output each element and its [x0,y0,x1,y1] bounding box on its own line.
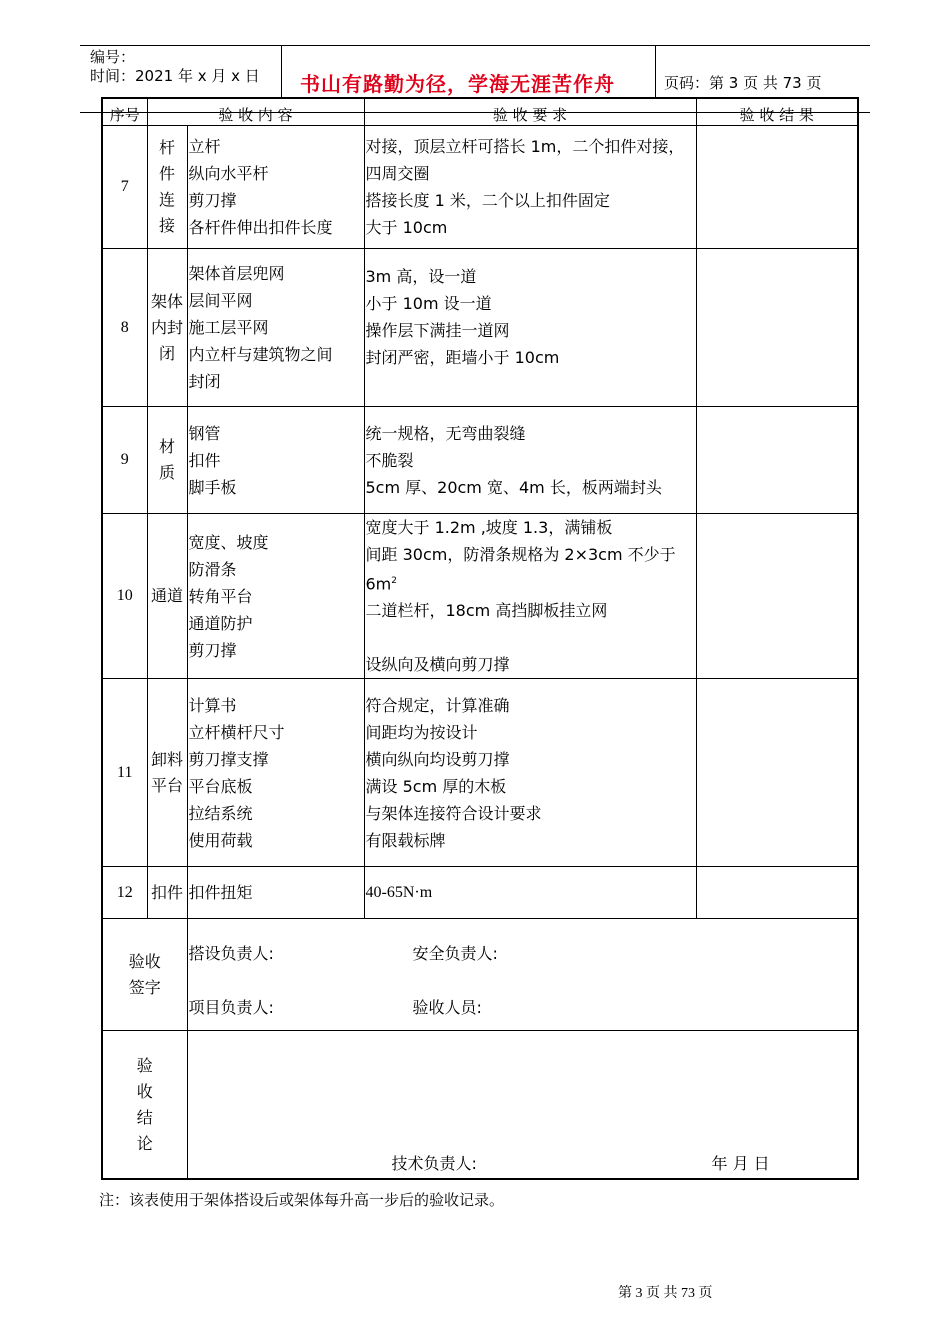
col-header-requirement: 验 收 要 求 [364,98,696,126]
header-motto: 书山有路勤为径，学海无涯苦作舟 [300,72,615,96]
conclusion-label: 验 收 结 论 [102,1031,187,1179]
row-requirements: 符合规定，计算准确 间距均为按设计 横向纵向均设剪刀撑 满设 5cm 厚的木板 与架体连接符合设计要求 有限载标牌 [364,679,696,867]
row-items: 立杆 纵向水平杆 剪刀撑 各杆件伸出扣件长度 [187,126,364,249]
col-header-content: 验 收 内 容 [147,98,364,126]
page-footer: 第 3 页 共 73 页 [618,1286,713,1301]
row-number: 11 [102,679,147,867]
row-category: 扣件 [147,867,187,919]
row-number: 8 [102,249,147,407]
row-result[interactable] [696,126,858,249]
conclusion-row [102,1031,858,1179]
row-result[interactable] [696,249,858,407]
header-top-rule [80,45,870,46]
row-items: 计算书 立杆横杆尺寸 剪刀撑支撑 平台底板 拉结系统 使用荷载 [187,679,364,867]
row-items: 钢管 扣件 脚手板 [187,407,364,514]
table-row [102,126,858,249]
setup-lead-field[interactable]: 搭设负责人: [188,944,274,964]
row-category: 卸料 平台 [147,679,187,867]
project-lead-field[interactable]: 项目负责人: [188,998,274,1018]
row-result[interactable] [696,867,858,919]
row-requirements: 40-65N·m [364,867,696,919]
col-header-no: 序号 [102,98,147,126]
sign-label: 验收 签字 [102,919,187,1031]
time-label: 时间：2021 年 x 月 x 日 [90,67,260,85]
table-row [102,249,858,407]
row-category: 材 质 [147,407,187,514]
date-field[interactable]: 年 月 日 [711,1154,770,1174]
conclusion-area[interactable] [187,1031,858,1179]
row-number: 12 [102,867,147,919]
table-note: 注：该表使用于架体搭设后或架体每升高一步后的验收记录。 [99,1193,505,1209]
row-category: 杆 件 连 接 [147,126,187,249]
inspection-table [101,97,859,1180]
table-row [102,407,858,514]
sign-area [187,919,858,1031]
row-number: 9 [102,407,147,514]
row-requirements: 统一规格，无弯曲裂缝 不脆裂 5cm 厚、20cm 宽、4m 长，板两端封头 [364,407,696,514]
table-row [102,679,858,867]
superscript: 2 [391,576,397,586]
row-result[interactable] [696,679,858,867]
row-requirements: 3m 高，设一道 小于 10m 设一道 操作层下满挂一道网 封闭严密，距墙小于 10cm [364,249,696,407]
row-result[interactable] [696,514,858,679]
header-divider-left [281,45,282,97]
row-number: 7 [102,126,147,249]
col-header-result: 验 收 结 果 [696,98,858,126]
row-items: 扣件扭矩 [187,867,364,919]
row-items: 宽度、坡度 防滑条 转角平台 通道防护 剪刀撑 [187,514,364,679]
row-requirements: 宽度大于 1.2m ,坡度 1.3，满铺板 间距 30cm，防滑条规格为 2×3cm 不少于 $6m^2$ 二道栏杆，18cm 高挡脚板挂立网 设纵向及横向剪刀撑 [364,514,696,679]
table-row [102,867,858,919]
table-row [102,514,858,679]
inspector-field[interactable]: 验收人员: [412,998,482,1018]
number-label: 编号： [90,48,136,66]
row-requirements: 对接，顶层立杆可搭长 1m，二个扣件对接， 四周交圈 搭接长度 1 米，二个以上扣件固定 大于 10cm [364,126,696,249]
row-items: 架体首层兜网 层间平网 施工层平网 内立杆与建筑物之间 封闭 [187,249,364,407]
row-result[interactable] [696,407,858,514]
row-number: 10 [102,514,147,679]
table-header-row [102,98,858,126]
header-meta [90,48,260,86]
row-category: 架体 内封 闭 [147,249,187,407]
safety-lead-field[interactable]: 安全负责人: [412,944,498,964]
row-category: 通道 [147,514,187,679]
header-page-info: 页码：第 3 页 共 73 页 [664,74,822,92]
header-divider-right [655,45,656,97]
sign-row [102,919,858,1031]
tech-lead-field[interactable]: 技术负责人: [391,1154,477,1174]
